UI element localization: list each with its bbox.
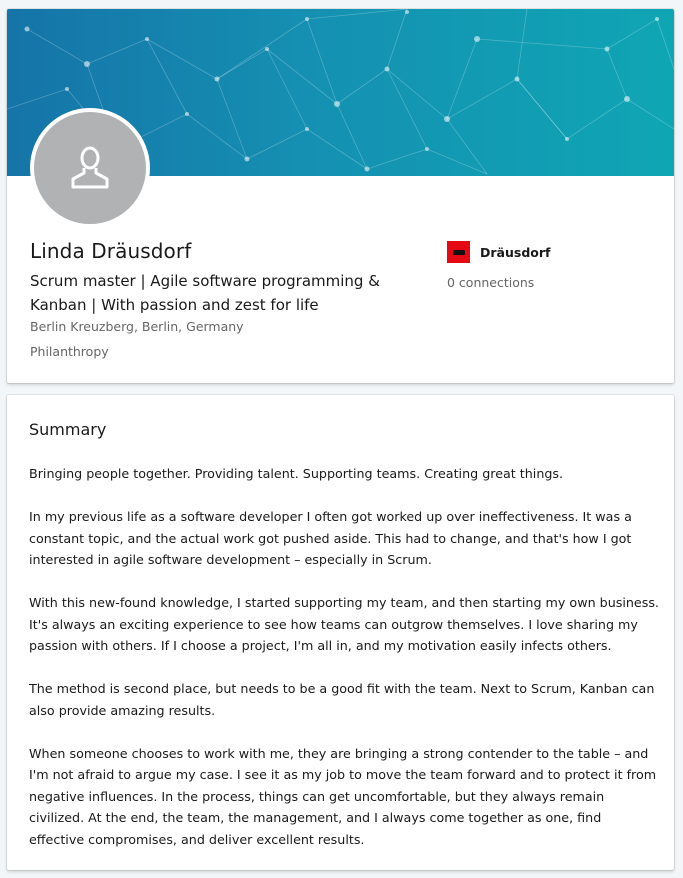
summary-paragraph: The method is second place, but needs to be a good fit with the team. Next to Scrum, Kanban can also provide amazing results. [29, 681, 655, 718]
summary-paragraph: Bringing people together. Providing talent. Supporting teams. Creating great things. [29, 466, 564, 481]
avatar[interactable] [30, 108, 150, 228]
summary-paragraph: With this new-found knowledge, I started supporting my team, and then starting my own business. It's always an exciting experience to see how teams can outgrow themselves. I love sharing my passion with others. If I choose a project, I'm all in, and my motivation easily infects others. [29, 595, 659, 653]
profile-card [7, 9, 674, 383]
summary-paragraph: In my previous life as a software developer I often got worked up over ineffectiveness. It was a constant topic, and the actual work got pushed aside. This had to change, and that's how I got interested in agile software development – especially in Scrum. [29, 509, 632, 567]
profile-headline: Scrum master | Agile software programming & Kanban | With passion and zest for life [30, 272, 380, 314]
company-name: Dräusdorf [480, 244, 551, 260]
person-icon [70, 146, 110, 190]
company-logo-icon [447, 241, 470, 263]
profile-location: Berlin Kreuzberg, Berlin, Germany [30, 319, 244, 334]
summary-card [7, 395, 674, 870]
profile-name: Linda Dräusdorf [30, 239, 192, 263]
profile-industry: Philanthropy [30, 344, 109, 359]
current-company-link[interactable] [447, 241, 550, 263]
connections-count: 0 connections [447, 275, 535, 290]
summary-body [29, 463, 659, 872]
summary-title: Summary [29, 420, 107, 439]
summary-paragraph: When someone chooses to work with me, they are bringing a strong contender to the table – and I'm not afraid to argue my case. I see it as my job to move the team forward and to protect it from negative influences. In the process, things can get uncomfortable, but they always remain civilized. At the end, the team, the management, and I always come together as one, find effective compromises, and deliver excellent results. [29, 745, 657, 847]
